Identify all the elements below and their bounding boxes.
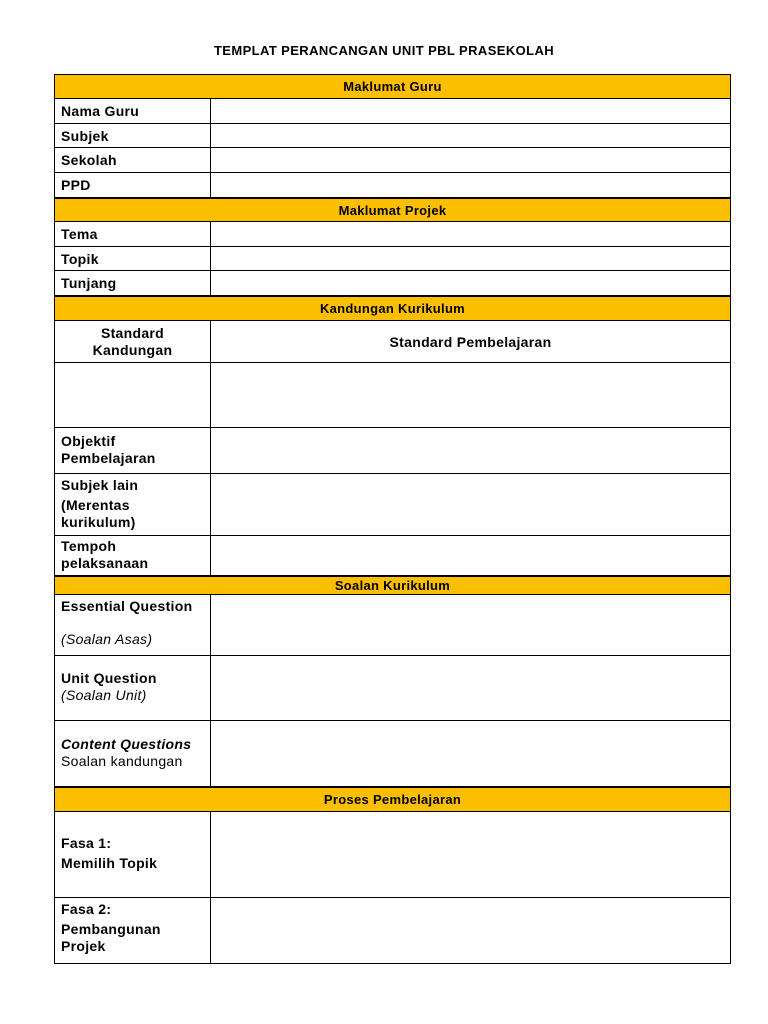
column-header-standard-pembelajaran [210, 321, 731, 363]
field-fasa-1[interactable] [210, 812, 731, 898]
row-tunjang [54, 271, 731, 296]
label-content-questions [54, 721, 211, 787]
label-essential-question [54, 595, 211, 656]
fasa-2-subtitle-2: Projek [61, 938, 106, 954]
field-nama-guru[interactable] [210, 99, 731, 124]
tempoh-line-2: pelaksanaan [61, 555, 149, 571]
field-standard-pembelajaran[interactable] [210, 363, 731, 428]
row-subjek [54, 124, 731, 148]
unit-question-title: Unit Question [61, 670, 157, 686]
field-fasa-2[interactable] [210, 898, 731, 964]
label-tema: Tema [54, 222, 211, 247]
field-unit-question[interactable] [210, 656, 731, 721]
fasa-1-title: Fasa 1: [61, 835, 112, 851]
row-unit-question [54, 656, 731, 721]
section-header-kandungan-kurikulum [54, 296, 731, 321]
row-essential-question [54, 595, 731, 656]
field-essential-question[interactable] [210, 595, 731, 656]
unit-question-subtitle: (Soalan Unit) [61, 687, 147, 703]
fasa-2-title: Fasa 2: [61, 901, 112, 917]
document-title: TEMPLAT PERANCANGAN UNIT PBL PRASEKOLAH [213, 43, 555, 58]
section-header-soalan-kurikulum [54, 576, 731, 595]
field-ppd[interactable] [210, 173, 731, 198]
row-tempoh [54, 536, 731, 576]
field-topik[interactable] [210, 247, 731, 271]
subjek-lain-line-3: kurikulum) [61, 514, 136, 530]
label-sekolah: Sekolah [54, 148, 211, 173]
label-tempoh-pelaksanaan [54, 536, 211, 576]
standard-kandungan-line-1: Standard [100, 324, 165, 341]
section-header-proses-pembelajaran [54, 787, 731, 812]
row-ppd [54, 173, 731, 198]
field-tempoh-pelaksanaan[interactable] [210, 536, 731, 576]
row-sekolah [54, 148, 731, 173]
row-fasa-1 [54, 812, 731, 898]
fasa-2-subtitle-1: Pembangunan [61, 921, 161, 937]
label-subjek: Subjek [54, 124, 211, 148]
label-nama-guru: Nama Guru [54, 99, 211, 124]
tempoh-line-1: Tempoh [61, 538, 117, 554]
field-subjek[interactable] [210, 124, 731, 148]
fasa-1-subtitle: Memilih Topik [61, 855, 158, 871]
section-title: Maklumat Projek [338, 202, 447, 218]
field-subjek-lain[interactable] [210, 474, 731, 536]
section-header-maklumat-projek [54, 198, 731, 222]
label-objektif-pembelajaran [54, 428, 211, 474]
row-subjek-lain [54, 474, 731, 536]
label-fasa-1 [54, 812, 211, 898]
section-header-maklumat-guru [54, 74, 731, 99]
field-sekolah[interactable] [210, 148, 731, 173]
field-objektif-pembelajaran[interactable] [210, 428, 731, 474]
objektif-line-2: Pembelajaran [61, 450, 156, 466]
label-ppd: PPD [54, 173, 211, 198]
objektif-line-1: Objektif [61, 433, 116, 449]
subjek-lain-line-1: Subjek lain [61, 477, 139, 493]
label-tunjang: Tunjang [54, 271, 211, 296]
row-content-questions [54, 721, 731, 787]
row-nama-guru [54, 99, 731, 124]
label-subjek-lain [54, 474, 211, 536]
standard-kandungan-line-2: Kandungan [92, 341, 173, 358]
field-standard-kandungan[interactable] [54, 363, 211, 428]
field-content-questions[interactable] [210, 721, 731, 787]
label-topik: Topik [54, 247, 211, 271]
row-objektif [54, 428, 731, 474]
essential-question-subtitle: (Soalan Asas) [61, 631, 153, 647]
column-header-standard-kandungan [54, 321, 211, 363]
essential-question-title: Essential Question [61, 598, 193, 614]
field-tunjang[interactable] [210, 271, 731, 296]
row-standard-content [54, 363, 731, 428]
row-topik [54, 247, 731, 271]
label-fasa-2 [54, 898, 211, 964]
row-standard-headers [54, 321, 731, 363]
section-title: Maklumat Guru [343, 79, 442, 94]
standard-pembelajaran-text: Standard Pembelajaran [389, 333, 552, 350]
row-tema [54, 222, 731, 247]
field-tema[interactable] [210, 222, 731, 247]
subjek-lain-line-2: (Merentas [61, 497, 130, 513]
row-fasa-2 [54, 898, 731, 964]
section-title: Soalan Kurikulum [334, 578, 451, 593]
content-questions-subtitle: Soalan kandungan [61, 753, 183, 769]
content-questions-title: Content Questions [61, 736, 192, 752]
label-unit-question [54, 656, 211, 721]
section-title: Proses Pembelajaran [323, 792, 462, 807]
section-title: Kandungan Kurikulum [319, 301, 466, 316]
